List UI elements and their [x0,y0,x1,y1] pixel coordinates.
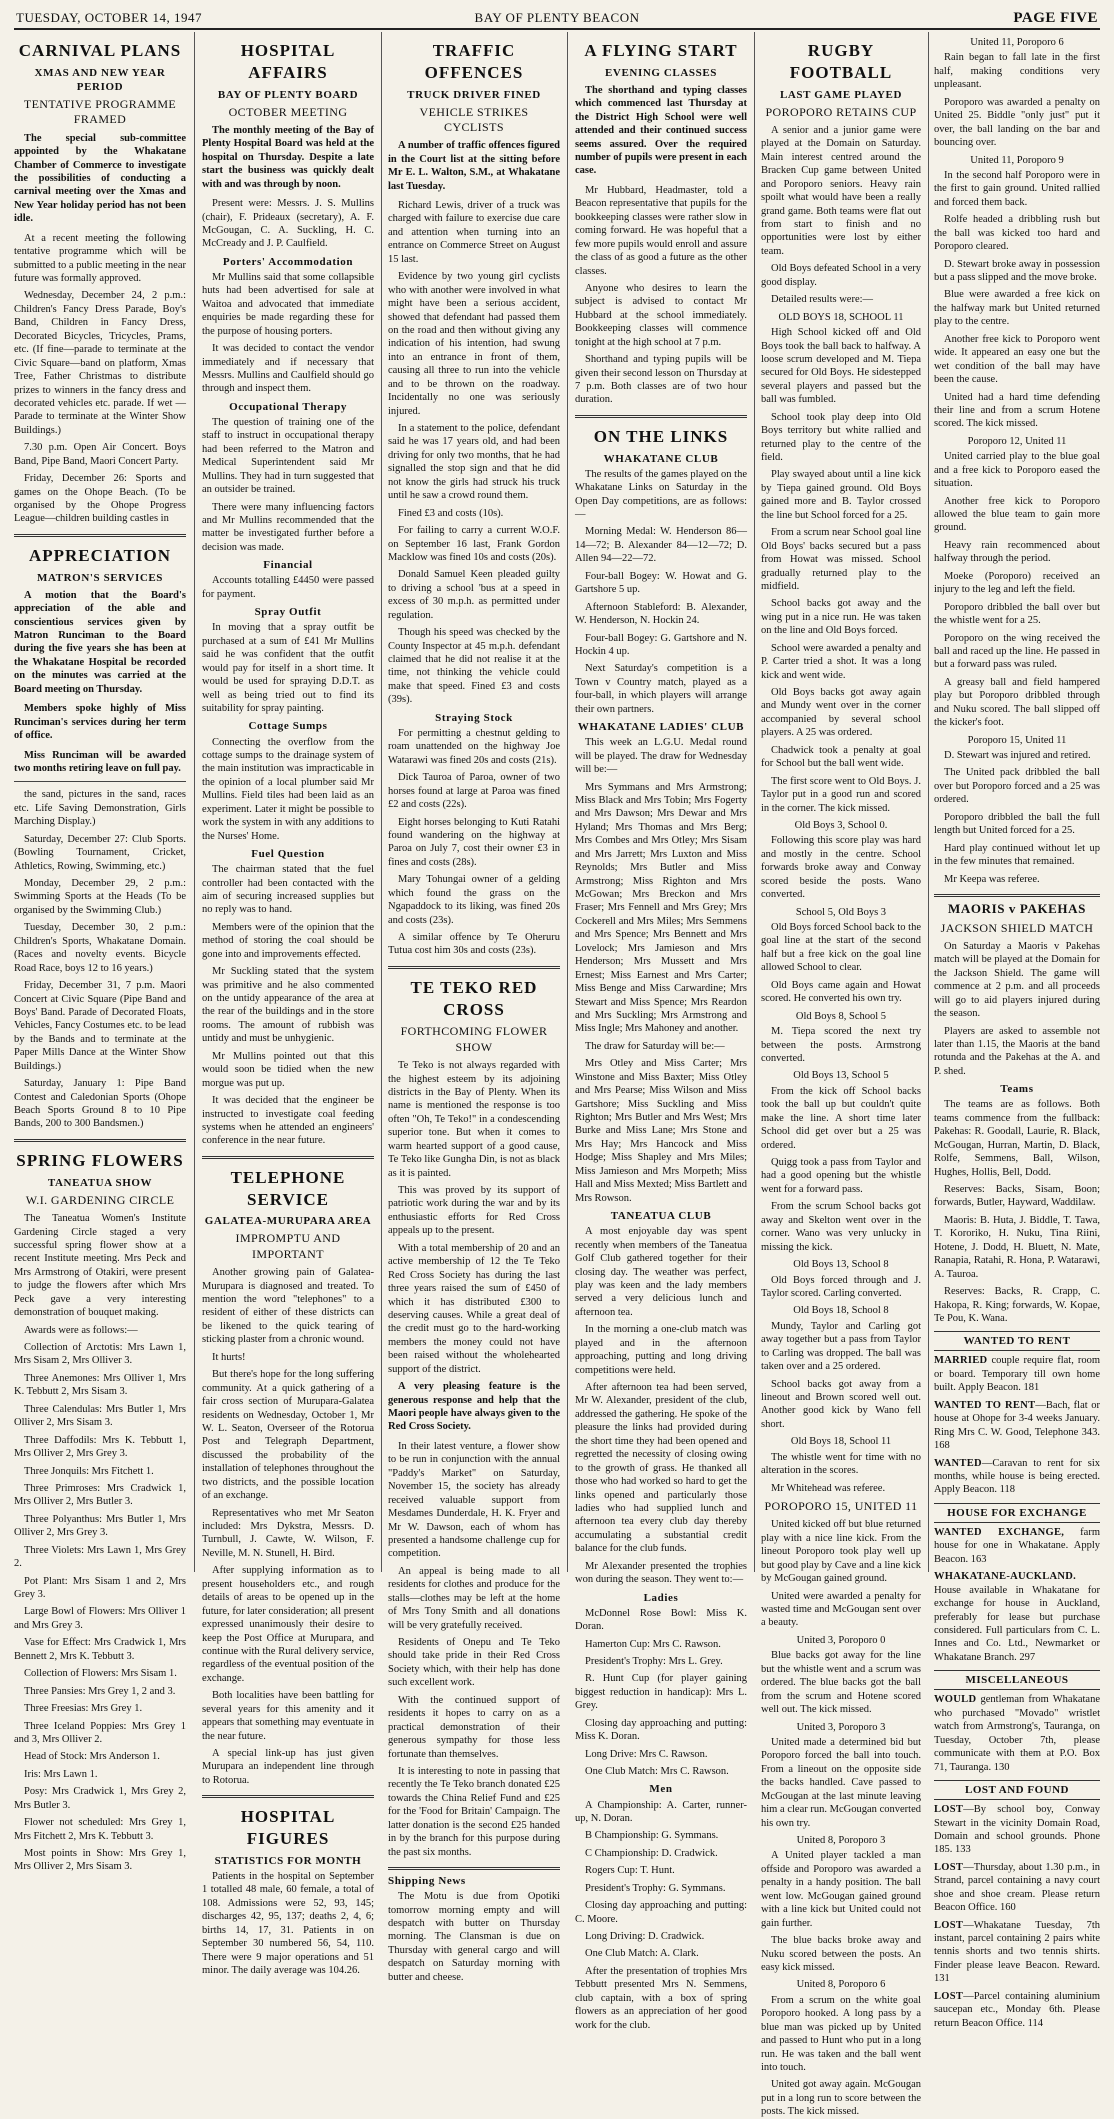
rugby-cont-p3: In the second half Poroporo were in the first to gain ground. United rallied and forced them back. [934,169,1100,208]
column-rule [381,32,382,1572]
traffic-sub2: VEHICLE STRIKES CYCLISTS [419,104,529,134]
figures-title: HOSPITAL FIGURES [240,1807,336,1849]
rugby-p17: From the kick off School backs took the ball up but couldn't quite make the line. A short time later School did get over but a 25 was ordered. [761,1085,921,1151]
rugby-p24: Mr Whitehead was referee. [771,1482,886,1494]
spring-p14: Collection of Flowers: Mrs Sisam 1. [24,1668,177,1680]
carnival-p3: 7.30 p.m. Open Air Concert. Boys Band, Pipe Band, Maori Concert Party. [14,442,186,467]
rugby-score: School 5, Old Boys 3 [795,906,887,918]
column-5 [761,32,921,2118]
hospital-p10: Members were of the opinion that the method of storing the coal should be gone into and improvements effected. [202,921,374,960]
traffic-p3: In a statement to the police, defendant said he was 17 years old, and had been driving for only two months, that he had signalled the stop sign and that he did not know the girls had struck his truck until he saw a crowd round them. [388,423,560,502]
spring-p2: Awards were as follows:— [24,1324,138,1336]
rugby-score: United 8, Poroporo 3 [796,1835,886,1847]
spring-p15: Three Pansies: Mrs Grey 1, 2 and 3. [24,1685,176,1697]
rugby-cont-p2: Poroporo was awarded a penalty on United 25. Biddle "only just" put it over, the ball landing on the bar and bouncing over. [934,96,1100,149]
column-1 [14,32,186,1873]
columns [14,32,1100,2118]
rugby-p28: United made a determined bid but Poroporo forced the ball into touch. From a lineout on the opposite side the backs handled. Cave passed to McGougan at the last minute leaving him a clear run. McGougan converted his own try. [761,1736,921,1829]
rugby-p18: Quigg took a pass from Taylor and had a good opening but the whistle went for a forward pass. [761,1157,921,1195]
taneatua-title: TANEATUA CLUB [610,1210,712,1223]
spring-title: SPRING FLOWERS [16,1150,184,1170]
taneatua-p17: Closing day approaching and putting: C. Moore. [575,1900,747,1925]
classified-ad: LOST—Whakatane Tuesday, 7th instant, parcel containing 2 pairs white tennis shorts and two tennis shirts. Finder please leave Beacon. Reward. 131 [934,1919,1100,1985]
taneatua-h2: Men [649,1783,673,1796]
carnival-cont-p6: Saturday, January 1: Pipe Band Contest and Caledonian Sports (Ohope Beach Sports Ground 8 to 10 Pipe Bands, 200 to 300 Bandsmen.) [14,1078,186,1130]
hospital-p2: Mr Mullins said that some collapsible huts had been advertised for sale at Waitoa and advocated that immediate enquiries be made regarding these for the purpose of housing porters. [202,271,374,337]
rugby-p27: Blue backs got away for the line but the whistle went and a scrum was ordered. The blue backs got the ball from the scrum and Hotene scored well out. The kick missed. [761,1650,921,1716]
taneatua-p20: After the presentation of trophies Mrs Tebbutt presented Mrs N. Semmens, club captain, with a box of spring flowers as an appreciation of her good work for the club. [575,1965,747,2031]
maoris-h1: Teams [1000,1083,1034,1096]
classified-ad: WANTED—Caravan to rent for six months, while house is being erected. Apply Beacon. 118 [934,1457,1100,1496]
hospital-p4: The question of training one of the staff to instruct in occupational therapy had been referred to the Matron and Medical Superintendent said Mr Mullins. They had in turn suggested that an outsider be trained. [202,416,374,496]
appreciation-sub: MATRON'S SERVICES [36,571,164,584]
spring-p19: Iris: Mrs Lawn 1. [24,1768,98,1780]
rugby-p20: Old Boys forced through and J. Taylor scored. Carling converted. [761,1274,921,1299]
teteko-p5: An appeal is being made to all residents for clothes and produce for the stalls—clothes may be left at the home of Mrs Tony Smith and all donations will be very gratefully received. [388,1565,560,1631]
rugby-cont-p7: Another free kick to Poroporo went wide. It appeared an easy one but the wet condition of the ball may have been the cause. [934,333,1100,386]
rugby-p32: United got away again. McGougan put in a long run to score between the posts. The kick missed. [761,2079,921,2118]
rugby-p15: Old Boys came again and Howat scored. He converted his own try. [761,979,921,1005]
taneatua-p6: Hamerton Cup: Mrs C. Rawson. [585,1638,721,1650]
carnival-p4: Friday, December 26: Sports and games on the Ohope Beach. (To be organised by the Ohope Progress League—children building castles in [14,473,186,525]
teteko-lead: A very pleasing feature is the generous response and help that the Maori people have always given to the Red Cross Society. [388,1381,560,1433]
carnival-cont-p2: Saturday, December 27: Club Sports. (Bowling Tournament, Cricket, Athletics, Rowing, Swimming, etc.) [14,833,186,872]
rugby-score: Old Boys 18, School 11 [790,1436,892,1448]
column-rule [194,32,195,1572]
spring-p13: Vase for Effect: Mrs Cradwick 1, Mrs Bennett 2, Mrs K. Tebbutt 3. [14,1637,186,1662]
traffic-lead: A number of traffic offences figured in the Court list at the sitting before Mr E. L. Walton, S.M., at Whakatane last Tuesday. [388,140,560,192]
spring-p11: Pot Plant: Mrs Sisam 1 and 2, Mrs Grey 3. [14,1575,186,1601]
flying-p3: Shorthand and typing pupils will be given their second lesson on Thursday at 7 p.m. Both classes are of two hour duration. [575,354,747,406]
telephone-p2: It hurts! [212,1351,246,1363]
carnival-cont-p1: the sand, pictures in the sand, races etc. Life Saving Demonstration, Girls Marching Display.) [14,789,186,828]
spring-p17: Three Iceland Poppies: Mrs Grey 1 and 3, Mrs Olliver 2. [14,1720,186,1745]
divider [575,415,747,418]
spring-p9: Three Polyanthus: Mrs Butler 1, Mrs Olliver 2, Mrs Grey 3. [14,1513,186,1539]
hospital-p12: Mr Mullins pointed out that this would soon be tidied when the new morgue was put up. [202,1050,374,1089]
classified-heading: WANTED TO RENT [934,1331,1100,1351]
ladies-title: WHAKATANE LADIES' CLUB [577,721,745,734]
spring-p18: Head of Stock: Mrs Anderson 1. [24,1751,160,1763]
traffic-p10: Eight horses belonging to Kuti Ratahi found wandering on the highway at Paroa on July 7, cost their owner £3 in fines and costs (28s). [388,816,560,868]
spring-p3: Collection of Arctotis: Mrs Lawn 1, Mrs Sisam 2, Mrs Olliver 3. [14,1342,186,1367]
classified-ad: LOST—Thursday, about 1.30 p.m., in Strand, parcel containing a navy court shoe and shoe cream. Please return Beacon Office. 160 [934,1861,1100,1914]
classified-heading: MISCELLANEOUS [934,1670,1100,1690]
divider [202,1156,374,1159]
rugby-match-heading: POROPORO 15, UNITED 11 [764,1499,918,1514]
spring-p4: Three Anemones: Mrs Olliver 1, Mrs K. Tebbutt 2, Mrs Sisam 3. [14,1372,186,1398]
rugby-p21: Mundy, Taylor and Carling got away together but a pass from Taylor to Carling was dropped. The ball was taken over and a 25 ordered. [761,1320,921,1373]
rugby-p13: Following this score play was hard and mostly in the centre. School forwards broke away and Conway scored beside the posts. Wano converted. [761,835,921,901]
rugby-p6: Play swayed about until a line kick by Tiepa gained ground. Old Boys gained more and B. Taylor crossed the line but School forced for a 25. [761,469,921,521]
flying-title: A FLYING START [584,41,738,60]
carnival-cont-p4: Tuesday, December 30, 2 p.m.: Children's Sports, Whakatane Domain. (Races and novelty events. Bicycle Road Race, boys 12 to 16 years.) [14,922,186,974]
rugby-cont-p17: The United pack dribbled the ball over but Poroporo forced and a 25 was ordered. [934,767,1100,806]
rugby-cont-p20: Mr Keepa was referee. [944,873,1040,885]
telephone-title: TELEPHONE SERVICE [230,1167,346,1209]
taneatua-p1: A most enjoyable day was spent recently when members of the Taneatua Golf Club gathered together for their closing day. The weather was perfect, play was keen and the lady members served a very delicious lunch and afternoon tea. [575,1226,747,1318]
spring-p7: Three Jonquils: Mrs Fitchett 1. [24,1465,154,1477]
taneatua-p13: B Championship: G. Symmans. [585,1830,719,1842]
ladies-p4: Mrs Otley and Miss Carter; Mrs Winstone and Miss Baxter; Miss Otley and Mrs Pearse; Miss Wilson and Miss Gartshore; Miss Suckling and Miss Righton; Mrs Butler and Mrs West; Mrs Burke and Miss Lane; Mrs Stone and Mrs Hay; Mrs Hancock and Miss Hodge; Miss Shapley and Mrs Miles; Miss Jamieson and Mrs Morpeth; Miss Hall and Miss Mexted; Miss Bartlett and Mrs Rowson. [575,1058,747,1204]
maoris-p1: On Saturday a Maoris v Pakehas match will be played at the Domain for the Jackson Shield. The game will commence at 2 p.m. and all proceeds will go to aid players injured during the season. [934,940,1100,1020]
maoris-p5: Maoris: B. Huta, J. Biddle, T. Tawa, T. Kororiko, H. Nuku, Tina Riini, Hotene, J. Dodd, H. Bluett, N. Mate, Ranapia, Ratahi, R. Hona, P. Watarawi, A. Tauroa. [934,1214,1100,1280]
rugby-sub2: POROPORO RETAINS CUP [765,104,917,119]
rugby-score: United 3, Poroporo 3 [796,1721,886,1733]
telephone-p5: After supplying information as to present householders etc., and rough details of areas to be opened up in the future, for later consideration; all present expressed unanimously their desire to keep the Post Office at Murupara, and continue with the Rural delivery service, regardless of the eventual position of the exchange. [202,1565,375,1684]
hospital-p1: Present were: Messrs. J. S. Mullins (chair), F. Prideaux (secretary), A. F. McGougan, C. A. Suckling, H. C. McCready and J. P. Caulfield. [202,198,374,250]
carnival-sub2: TENTATIVE PROGRAMME FRAMED [23,96,177,127]
rugby-score: Old Boys 13, School 5 [793,1070,889,1082]
rugby-p9: School were awarded a penalty and P. Carter tried a shot. It was a long kick and went wide. [761,642,921,681]
hospital-h2: Occupational Therapy [229,400,347,413]
taneatua-h1: Ladies [643,1591,679,1604]
taneatua-p15: Rogers Cup: T. Hunt. [585,1865,675,1877]
rugby-cont-p9: United carried play to the blue goal and a free kick to Poroporo eased the situation. [934,451,1100,490]
teteko-p8: It is interesting to note in passing that recently the Te Teko branch donated £25 towards the China Relief Fund and £25 for the 'Food for Britain' Campaign. The latter donation is the second £25 handed in by the branch for this purpose during the past six months. [388,1765,560,1858]
column-rule [754,32,755,1572]
spring-p22: Most points in Show: Mrs Grey 1, Mrs Olliver 2, Mrs Sisam 3. [14,1848,186,1873]
links-sub: WHAKATANE CLUB [603,452,719,465]
divider [14,1139,186,1142]
rugby-cont-p18: Poroporo dribbled the ball the full length but United forced for a 25. [934,811,1100,837]
column-6 [934,32,1100,2029]
teteko-title: TE TEKO RED CROSS [410,977,538,1019]
traffic-p5: For failing to carry a current W.O.F. on September 16 last, Frank Gordon Macklow was fined 10s and costs (20s). [388,525,560,563]
rugby-score: United 11, Poroporo 9 [970,154,1064,166]
flying-lead: The shorthand and typing classes which commenced last Thursday at the District High School were well attended and their continued success seems assured. Over the required number of pupils were present in each case. [575,84,747,177]
flying-p2: Anyone who desires to learn the subject is advised to contact Mr Hubbard at the school immediately. Bookkeeping classes will commence tonight at the high school at 7 p.m. [575,282,747,348]
hospital-p13: It was decided that the engineer be instructed to investigate coal feeding systems when he attended an engineers' conference in the near future. [202,1095,374,1147]
hospital-p3: It was decided to contact the vendor immediately and if necessary that Messrs. Mullins and Caulfield should go through and inspect them. [202,343,374,395]
rugby-p3: Detailed results were:— [771,294,874,306]
maoris-p6: Reserves: Backs, R. Crapp, C. Hakopa, R. King; forwards, W. Kopae, Te Pou, K. Wana. [934,1286,1100,1324]
taneatua-p3: After afternoon tea had been served, Mr W. Alexander, president of the club, addressed the gathering. He spoke of the pleasure the links had provided during the short time they had been opened and regretted the necessity of closing owing to the growth of grass. He thanked all those who had worked so hard to get the links opened and particularly those ladies who had supplied lunch and afternoon tea every club day thereby accumulating a substantial credit balance for the club funds. [575,1382,747,1555]
teteko-p3: With a total membership of 20 and an active membership of 12 the Te Teko Red Cross Society has during the last three years raised the sum of £450 of which it has distributed £300 to deserving causes. While a great deal of the credit must go to the hard-working members the money could not have been raised without the wholehearted support of the district. [388,1242,560,1375]
rugby-p30: The blue backs broke away and Nuku scored between the posts. An easy kick missed. [761,1935,921,1973]
carnival-title: CARNIVAL PLANS [18,41,182,60]
rugby-cont-p5: D. Stewart broke away in possession but a pass slipped and the move broke. [934,258,1100,283]
teteko-p1: Te Teko is not always regarded with the highest esteem by its adjoining districts in the Bay of Plenty. When its name is mentioned the response is too often "Oh, Te Teko!" in a condescending superior tone. But when it comes to warm hearted support of a good cause, Te Teko like Gungha Din, is not as black as it is painted. [388,1060,560,1179]
column-rule [928,32,929,1572]
rugby-score: Poroporo 12, United 11 [967,435,1067,447]
links-p5: Four-ball Bogey: G. Gartshore and N. Hockin 4 up. [575,632,747,657]
taneatua-p7: President's Trophy: Mrs L. Grey. [585,1655,723,1667]
hospital-title: HOSPITAL AFFAIRS [240,41,336,82]
traffic-sub1: TRUCK DRIVER FINED [407,88,541,101]
traffic-p7: Though his speed was checked by the County Inspector at 45 m.p.h. defendant claimed that he did not realise it at the time, not thinking the vehicle could make that speed. Fined £3 and costs (39s). [388,627,560,706]
hospital-h4: Spray Outfit [254,606,322,619]
carnival-cont-p5: Friday, December 31, 7 p.m. Maori Concert at Civic Square (Pipe Band and Boys' Band. Parade of Decorated Floats, Vehicles, Fancy Costumes etc. to be lead by the Bands and to terminate at the Paper Mills Dance at the Winter Show Buildings.) [14,980,186,1072]
telephone-p3: But there's hope for the long suffering community. At a quick gathering of a fair cross section of Murupara-Galatea residents on Wednesday, October 1, Mr W. L. Seaton, Overseer of the Rotorua Post and Telegraph Department, discussed the probability of the installation of telephones throughout the two districts, and the possible location of an exchange. [202,1369,374,1502]
rugby-cont-p4: Rolfe headed a dribbling rush but the ball was kicked too hard and Poroporo cleared. [934,214,1100,253]
rugby-p26: United were awarded a penalty for wasted time and McGougan sent over a beauty. [761,1590,921,1629]
appreciation-lead: A motion that the Board's appreciation of the able and conscientious services given by Matron Runciman to the Board during the five years she has been at the Whakatane Hospital be recorded on the minutes was carried at the Board meeting on Thursday. [14,589,186,695]
traffic-p6: Donald Samuel Keen pleaded guilty to driving a school 'bus at a speed in excess of 30 m.p.h. as permitted under regulation. [388,569,560,621]
classified-ad: WANTED TO RENT—Bach, flat or house at Ohope for 3-4 weeks January. Ring Mrs C. W. Good, Telephone 343. 168 [934,1399,1100,1452]
hospital-p7: In moving that a spray outfit be purchased at a sum of £41 Mr Mullins said he was confident that the outfit would pay for itself in a short time. It would be used for spraying D.D.T. as well as being tried out to find its suitability for spray painting. [202,622,374,714]
rugby-cont-p10: Another free kick to Poroporo allowed the blue team to gain more ground. [934,495,1100,534]
taneatua-p9: Closing day approaching and putting: Miss K. Doran. [575,1717,747,1743]
rugby-p10: Old Boys backs got away again and Mundy went over in the corner accompanied by several school players. A 25 was ordered. [761,687,921,739]
telephone-sub1: GALATEA-MURUPARA AREA [204,1215,372,1228]
telephone-p6: Both localities have been battling for several years for this amenity and it appears that something may eventuate in the near future. [202,1690,374,1742]
spring-p16: Three Freesias: Mrs Grey 1. [24,1703,143,1715]
taneatua-p2: In the morning a one-club match was played and in the afternoon approaching, putting and long driving competitions were held. [575,1324,747,1376]
spring-p12: Large Bowl of Flowers: Mrs Olliver 1 and Mrs Grey 3. [14,1606,186,1631]
spring-p8: Three Primroses: Mrs Cradwick 1, Mrs Olliver 2, Mrs Butler 3. [14,1482,186,1508]
rugby-cont-p14: Poroporo on the wing received the ball and raced up the line. He passed in but a forward pass was ruled. [934,632,1100,671]
teteko-p7: With the continued support of residents it hopes to carry on as a practical demonstration of their generous sympathy for those less fortunate than themselves. [388,1694,560,1760]
classified-heading: HOUSE FOR EXCHANGE [934,1503,1100,1523]
teteko-sub: FORTHCOMING FLOWER SHOW [400,1024,548,1054]
appreciation-title: APPRECIATION [28,545,172,565]
rugby-title: RUGBY FOOTBALL [789,41,893,82]
links-p4: Afternoon Stableford: B. Alexander, W. Henderson, N. Hockin 24. [575,601,747,627]
divider [388,1867,560,1870]
column-3 [388,32,560,1983]
rugby-score: Old Boys 13, School 8 [793,1259,889,1271]
taneatua-p4: Mr Alexander presented the trophies won during the season. They went to:— [575,1560,747,1586]
rugby-p2: Old Boys defeated School in a very good display. [761,263,921,288]
rugby-cont-p16: D. Stewart was injured and retired. [944,750,1091,761]
ladies-p1: This week an L.G.U. Medal round will be played. The draw for Wednesday will be:— [575,737,747,776]
links-p1: The results of the games played on the Whakatane Links on Saturday in the Open Day competitions, are as follows:— [575,468,747,521]
rugby-p12: The first score went to Old Boys. J. Taylor put in a good run and scored in the corner. The kick missed. [761,775,921,814]
hospital-p6: Accounts totalling £4450 were passed for payment. [202,575,374,600]
rugby-cont-p8: United had a hard time defending their line and from a scrum Hotene scored. The kick missed. [934,391,1100,430]
traffic-p2: Evidence by two young girl cyclists who with another were involved in what might have been a serious accident, showed that defendant had passed them on the road and then without giving any indication of his intention, had swung into an entrance in front of them, causing all three to run into the vehicle and to be thrown on the roadway. Incidentally no one was seriously injured. [388,271,560,417]
rugby-p14: Old Boys forced School back to the goal line at the start of the second half but a free kick on the goal line allowed School to clear. [761,922,921,974]
ladies-p2: Mrs Symmans and Mrs Armstrong; Miss Black and Mrs Tobin; Mrs Fogerty and Mrs Dawson; Mrs Dewar and Mrs Hyland; Mrs Thomas and Mrs Berg; Mrs Combes and Mrs Otley; Mrs Sisam and Mrs Jarrett; Mrs Luxton and Miss Reynolds; Mrs Butler and Miss Armstrong; Miss Righton and Mrs McGowan; Mrs Breckon and Mrs Fraser; Mrs Fennell and Mrs Grey; Mrs Cockerell and Mrs Miles; Mrs Semmens and Mrs Spence; Mrs Bennett and Mrs Lovelock; Mrs Jamieson and Mrs Henderson; Mrs Mussett and Mrs Ernest; Miss Earnest and Mrs Carter; Miss Benge and Miss Carwardine; Mrs Stewart and Miss Spence; Mrs Reardon and Mrs Suckling; Mrs Armstrong and Miss Ingle; Mrs Mahoney and another. [575,781,747,1035]
appreciation-p3: Miss Runciman will be awarded two months retiring leave on full pay. [14,749,186,774]
taneatua-p16: President's Trophy: G. Symmans. [585,1882,726,1894]
rugby-cont-p15: A greasy ball and field hampered play but Poroporo dribbled through and Nuku scored. The ball slipped off the kicker's foot. [934,676,1100,729]
classified-ad: MARRIED couple require flat, room or board. Temporary till own home built. Apply Beacon. 181 [934,1355,1100,1394]
rugby-score: OLD BOYS 18, SCHOOL 11 [778,311,904,323]
masthead-date: TUESDAY, OCTOBER 14, 1947 [16,10,202,25]
figures-p1: Patients in the hospital on September 1 totalled 48 male, 60 female, a total of 108. Admissions were 52, 93, 145; discharges 42, 95, 137; deaths 2, 4, 6; births 14, 17, 31. Patients in on September 30 numbered 56, 54, 110. There were 9 major operations and 51 minor. The daily average was 104.26. [202,1870,374,1976]
rugby-score: United 3, Poroporo 0 [796,1634,886,1646]
spring-p21: Flower not scheduled: Mrs Grey 1, Mrs Fitchett 2, Mrs K. Tebbutt 3. [14,1817,186,1842]
rugby-p29: A United player tackled a man offside and Poroporo was awarded a penalty in a handy position. The ball went low. McGougan gained ground with a line kick but United could not gain further. [761,1850,921,1929]
taneatua-p8: R. Hunt Cup (for player gaining biggest reduction in handicap): Mrs L. Grey. [575,1673,747,1712]
spring-p1: The Taneatua Women's Institute Gardening Circle staged a very successful spring flower show at a recent Institute meeting. Mrs Peck and Mrs Armstrong of Otakiri, were present to judge the flowers after which Mrs Peck gave a very interesting demonstration of bouquet making. [14,1213,186,1319]
hospital-h3: Financial [263,559,313,572]
classified-ad: LOST—By school boy, Conway Stewart in the vicinity Domain Road, Domain and school grounds. Phone 185. 133 [934,1804,1100,1856]
rugby-p5: School took play deep into Old Boys territory but white rallied and returned play to the centre of the field. [761,411,921,463]
traffic-p1: Richard Lewis, driver of a truck was charged with failure to exercise due care and attention when turning into an entrance on Commerce Street on August 15 last. [388,200,560,265]
hospital-p8: Connecting the overflow from the cottage sumps to the drainage system of the main institution was impracticable in the opinion of a local plumber said Mr Mullins. Field tiles had been laid as an experiment. Later it might be possible to work the system in with any additions to the Nurses' Home. [202,736,374,842]
rugby-p1: A senior and a junior game were played at the Domain on Saturday. Main interest centred around the Bracken Cup game between United and Poroporo seniors. Heavy rain spoilt what would have been a really grand game. Both teams were flat out from start to finish and no opportunities were lost by either team. [761,124,921,257]
masthead-paper: BAY OF PLENTY BEACON [474,10,640,25]
taneatua-p12: A Championship: A. Carter, runner-up, N. Doran. [575,1799,747,1824]
telephone-p1: Another growing pain of Galatea-Murupara is diagnosed and treated. To mention the word "telephones" to a resident of either of these districts can be likened to the quick tearing of sticking plaster from a chronic wound. [202,1267,374,1346]
rugby-sub1: LAST GAME PLAYED [779,88,903,101]
rugby-score: United 11, Poroporo 6 [970,37,1064,48]
taneatua-p19: One Club Match: A. Clark. [585,1948,699,1960]
traffic-p4: Fined £3 and costs (10s). [398,507,504,519]
masthead-page: PAGE FIVE [1013,10,1098,26]
spring-p6: Three Daffodils: Mrs K. Tebbutt 1, Mrs Olliver 2, Mrs Grey 3. [14,1434,186,1460]
divider [14,781,186,782]
taneatua-p5: McDonnel Rose Bowl: Miss K. Doran. [575,1607,747,1633]
hospital-sub1: BAY OF PLENTY BOARD [217,88,359,101]
rugby-cont-p11: Heavy rain recommenced about halfway through the period. [934,539,1100,565]
spring-sub1: TANEATUA SHOW [47,1176,153,1189]
carnival-p2: Wednesday, December 24, 2 p.m.: Children's Fancy Dress Parade, Boy's Band, Children in Fancy Dress, Decorated Bicycles, Tricycles, Prams, etc. (If fine—parade to terminate at the Civic Square—band on platform, Xmas Tree, Father Christmas to distribute prizes to winners in the fancy dress and decorated vehicles etc. parade. If wet —Parade to terminate at the Winter Show Buildings.) [14,290,186,436]
spring-p5: Three Calendulas: Mrs Butler 1, Mrs Olliver 2, Mrs Sisam 3. [14,1403,186,1429]
traffic-p8: For permitting a chestnut gelding to roam unattended on the highway Joe Watarawi was fined 20s and costs (21s). [388,727,560,766]
hospital-p9: The chairman stated that the fuel controller had been contacted with the aim of securing increased supplies but no reply was to hand. [202,864,374,916]
traffic-title: TRAFFIC OFFENCES [424,41,524,82]
taneatua-p14: C Championship: D. Cradwick. [585,1847,718,1859]
maoris-p4: Reserves: Backs, Sisam, Boon; forwards, Butler, Hayward, Waddilaw. [934,1184,1100,1209]
column-2 [202,32,375,1976]
hospital-lead: The monthly meeting of the Bay of Plenty Hospital Board was held at the hospital on Thursday. Despite a late start the business was quickly dealt with and was through by noon. [202,124,374,190]
rugby-p8: School backs got away and the wing put in a nice run. He was taken on the line and Old Boys forced. [761,598,921,637]
rugby-score: Old Boys 3, School 0. [794,819,888,831]
telephone-sub2: IMPROMPTU AND IMPORTANT [235,1231,341,1261]
rugby-p22: School backs got away from a lineout and Brown scored well out. Another good kick by Wano fell short. [761,1378,921,1430]
divider [388,966,560,969]
teteko-p2: This was proved by its support of patriotic work during the war and by its enthusiastic efforts for Red Cross appeals up to the present. [388,1185,560,1237]
rugby-p23: The whistle went for time with no alteration in the scores. [761,1451,921,1477]
taneatua-p18: Long Driving: D. Cradwick. [585,1931,705,1943]
rugby-cont-p12: Moeke (Poroporo) received an injury to the leg and left the field. [934,570,1100,596]
figures-sub: STATISTICS FOR MONTH [214,1854,362,1867]
classified-heading: LOST AND FOUND [934,1780,1100,1800]
spring-p10: Three Violets: Mrs Lawn 1, Mrs Grey 2. [14,1544,186,1570]
hospital-sub2: OCTOBER MEETING [228,104,348,119]
divider [14,534,186,537]
carnival-p1: At a recent meeting the following tentative programme which will be submitted to a public meeting in the near future was formally approved. [14,232,186,284]
taneatua-p10: Long Drive: Mrs C. Rawson. [585,1748,708,1760]
rugby-score: Old Boys 18, School 8 [793,1305,889,1317]
hospital-h1: Porters' Accommodation [222,255,354,268]
spring-p20: Posy: Mrs Cradwick 1, Mrs Grey 2, Mrs Butler 3. [14,1786,186,1811]
rugby-p7: From a scrum near School goal line Old Boys' backs secured but a pass from Howat was missed. School gradually returned play to the midfield. [761,527,921,592]
hospital-h6: Fuel Question [251,848,325,861]
teteko-p6: Residents of Onepu and Te Teko should take pride in their Red Cross Society which, with their help has done such excellent work. [388,1637,560,1689]
classified-ad: WANTED EXCHANGE, farm house for one in Whakatane. Apply Beacon. 163 [934,1526,1100,1565]
links-title: ON THE LINKS [593,426,729,446]
rugby-cont-p6: Blue were awarded a free kick on the halfway mark but United returned play to the centre. [934,289,1100,328]
rugby-p4: High School kicked off and Old Boys took the ball back to halfway. A loose scrum developed and M. Tiepa secured for Old Boys. He sidestepped several players and passed but the ball was fumbled. [761,327,921,406]
telephone-p7: A special link-up has just given Murupara an independent line through to Rotorua. [202,1748,374,1786]
classified-ad: LOST—Parcel containing aluminium saucepan etc., Monday 6th. Please return Beacon Office. 114 [934,1990,1100,2029]
links-p6: Next Saturday's competition is a Town v Country match, played as a four-ball, in which players will arrange their own partners. [575,663,747,715]
traffic-p9: Dick Tauroa of Paroa, owner of two horses found at large at Paroa was fined £2 and costs (22s). [388,772,560,811]
divider [202,1795,374,1798]
carnival-cont-p3: Monday, December 29, 2 p.m.: Swimming Sports at the Heads (To be organised by the Swimming Club.) [14,878,186,916]
rugby-p16: M. Tiepa scored the next try between the posts. Armstrong converted. [761,1026,921,1064]
traffic-p11: Mary Tohungai owner of a gelding which found the grass on the Ngapaddock to its liking, was fined 20s and costs (23s). [388,874,560,926]
hospital-h5: Cottage Sumps [248,720,328,733]
masthead [14,6,1100,30]
appreciation-p2: Members spoke highly of Miss Runciman's services during her term of office. [14,703,186,742]
rugby-cont-p1: Rain began to fall late in the first half, making conditions very unpleasant. [934,52,1100,91]
maoris-p3: The teams are as follows. Both teams commence from the fullback: Pakehas: R. Goodall, Laurie, R. Black, McGougan, Hurran, Martin, D. Black, Rolfe, Semmens, Ball, Wilson, Hughes, Hollis, Bell, Dodd. [934,1099,1100,1178]
shipping-title: Shipping News [388,1875,466,1888]
column-4 [575,32,747,2031]
ladies-p3: The draw for Saturday will be:— [585,1040,725,1052]
flying-sub: EVENING CLASSES [604,66,717,79]
links-p2: Morning Medal: W. Henderson 86—14—72; B. Alexander 84—12—72; D. Allen 94—22—72. [575,526,747,565]
taneatua-p11: One Club Match: Mrs C. Rawson. [585,1766,729,1778]
rugby-score: United 8, Poroporo 6 [796,1979,886,1991]
divider [934,894,1100,897]
hospital-p5: There were many influencing factors and Mr Mullins recommended that the matter be investigated further before a decision was made. [202,501,374,553]
rugby-cont-p13: Poroporo dribbled the ball over but the whistle went for a 25. [934,601,1100,627]
carnival-lead: The special sub-committee appointed by the Whakatane Chamber of Commerce to investigate the possibilities of conducting a carnival meeting over the Xmas and New Year holiday period has not been idle. [14,132,186,225]
maoris-title: MAORIS v PAKEHAS [948,900,1086,916]
rugby-p11: Chadwick took a penalty at goal for School but the ball went wide. [761,744,921,770]
hospital-p11: Mr Suckling stated that the system was primitive and he also commented on the untidy appearance of the area at the rear of the buildings and in the store rooms. The amount of rubbish was untidy and must be unhygienic. [202,966,374,1045]
classified-ad: WHAKATANE-AUCKLAND. House available in Whakatane for exchange for house in Auckland, preferably for lease but purchase considered. Full particulars from C. L. Innes and Co. Ltd., Newmarket or Whakatane Branch. 297 [934,1571,1100,1663]
links-p3: Four-ball Bogey: W. Howat and G. Gartshore 5 up. [575,570,747,596]
rugby-cont-p19: Hard play continued without let up in the few minutes that remained. [934,842,1100,868]
rugby-score: Old Boys 8, School 5 [795,1010,887,1022]
traffic-h1: Straying Stock [435,711,513,724]
rugby-p19: From the scrum School backs got away and Skelton went over in the corner. Wano was very unlucky in missing the kick. [761,1201,921,1253]
rugby-p25: United kicked off but blue returned play with a nice line kick. From the lineout Poroporo took play well up but good play by Cave and a line kick by McGougan gained ground. [761,1519,921,1585]
shipping-p1: The Motu is due from Opotiki tomorrow morning empty and will despatch with butter on Thursday morning. The Clansman is due on Thursday with general cargo and will despatch on Saturday morning with butter and cheese. [388,1891,560,1983]
maoris-p2: Players are asked to assemble not later than 1.15, the Maoris at the band rotunda and the Pakehas at the A. and P. shed. [934,1025,1100,1077]
column-rule [567,32,568,1572]
carnival-sub1: XMAS AND NEW YEAR PERIOD [34,66,166,93]
spring-sub2: W.I. GARDENING CIRCLE [25,1192,175,1207]
telephone-p4: Representatives who met Mr Seaton included: Mrs Dykstra, Messrs. D. Turnbull, J. Cawte, W. Wilson, F. Neville, M. N. Stunell, H. Bird. [202,1507,374,1559]
flying-p1: Mr Hubbard, Headmaster, told a Beacon representative that pupils for the bookkeeping classes were rather slow in coming forward. He was hopeful that a few more pupils would enroll and assure the class of as good a future as the other classes. [575,184,747,277]
traffic-p12: A similar offence by Te Oheruru Tutua cost him 30s and costs (23s). [388,932,560,957]
rugby-score: Poroporo 15, United 11 [967,734,1067,746]
maoris-sub: JACKSON SHIELD MATCH [940,920,1094,935]
teteko-p4: In their latest venture, a flower show to be run in conjunction with the annual "Paddy's Market" on Saturday, November 15, the society has already received valuable support from Mesdames Dunderdale, H. K. Fryer and Mr W. Dawson, each of whom has presented a handsome challenge cup for competition. [388,1440,560,1560]
classified-ad: WOULD gentleman from Whakatane who purchased "Movado" wristlet watch from Armstrong's, Tauranga, on Tuesday, October 7th, please communicate with them at P.O. Box 71, Tauranga. 130 [934,1694,1100,1773]
rugby-p31: From a scrum on the white goal Poroporo hooked. A long pass by a blue man was picked up by United and passed to Hunt who put in a long run. He was taken and the ball went into touch. [761,1994,921,2074]
